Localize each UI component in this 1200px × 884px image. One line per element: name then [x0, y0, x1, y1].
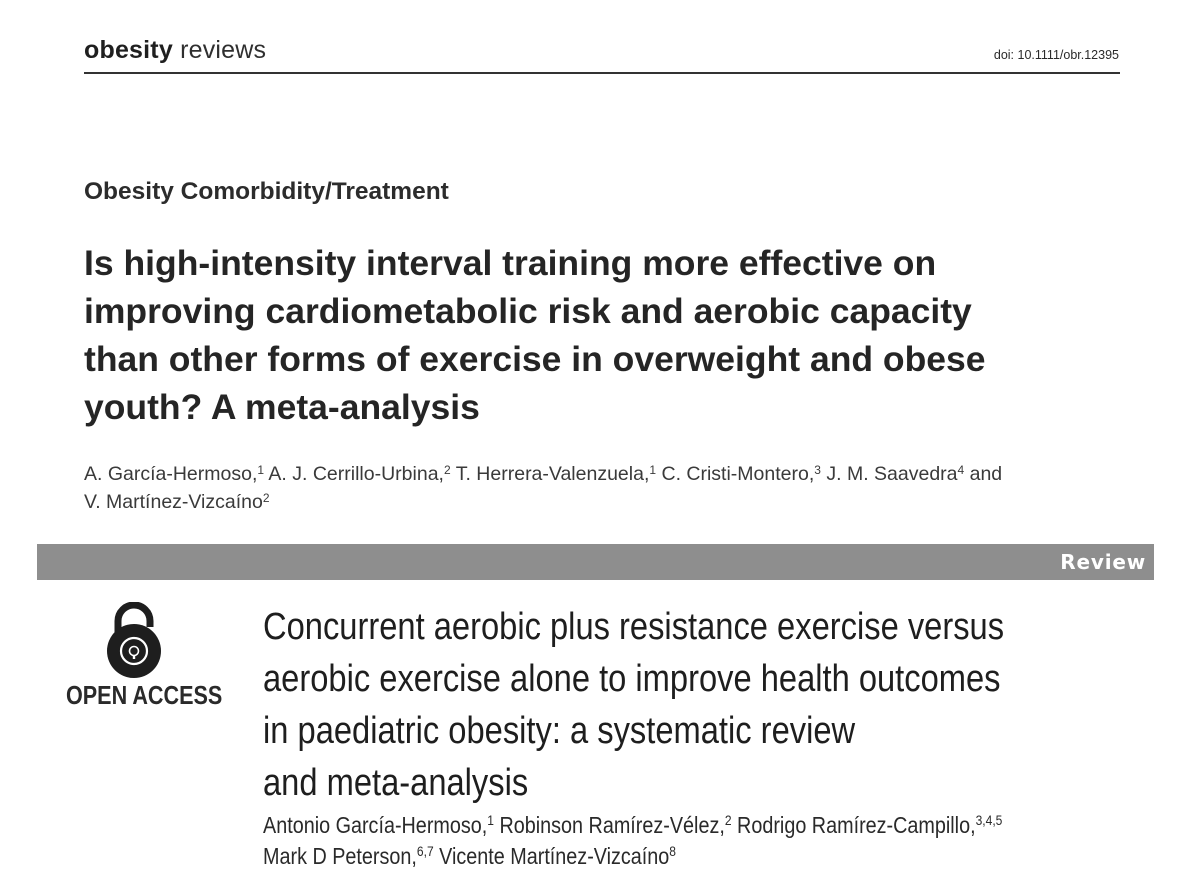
author-line [84, 488, 1164, 516]
article2-title-line: and meta-analysis [263, 762, 529, 804]
author-name: Vicente Martínez-Vizcaíno [433, 843, 670, 869]
affiliation-mark: 3 [814, 463, 821, 477]
journal-name-bold: obesity [84, 36, 173, 64]
affiliation-mark: 1 [649, 463, 657, 477]
article1-authors [84, 460, 1164, 516]
author-name: T. Herrera-Valenzuela, [450, 463, 650, 485]
open-lock-icon [101, 602, 167, 678]
affiliation-mark: 4 [957, 463, 965, 477]
author-line [263, 810, 1002, 841]
author-name: J. M. Saavedra [820, 463, 958, 485]
journal-name [84, 36, 266, 65]
author-name: A. García-Hermoso, [84, 463, 258, 485]
author-name: Rodrigo Ramírez-Campillo, [731, 812, 976, 838]
author-name: Antonio García-Hermoso, [263, 812, 488, 838]
article1-title-line: than other forms of exercise in overweight and obese [84, 339, 986, 379]
open-access-label: OPEN ACCESS [66, 680, 223, 710]
affiliation-mark: 2 [262, 491, 270, 505]
header-rule [84, 72, 1120, 74]
author-name: Mark D Peterson, [263, 843, 417, 869]
article1-title-line: Is high-intensity interval training more effective on [84, 243, 937, 283]
article1-title-line: improving cardiometabolic risk and aerobic capacity [84, 291, 972, 331]
affiliation-mark: 2 [443, 463, 451, 477]
review-band [37, 544, 1154, 580]
author-name: A. J. Cerrillo-Urbina, [264, 463, 444, 485]
article2-title [263, 601, 1004, 809]
journal-name-rest: reviews [180, 36, 267, 64]
affiliation-mark: 8 [669, 843, 677, 859]
author-name: Robinson Ramírez-Vélez, [493, 812, 725, 838]
article2-title-line: in paediatric obesity: a systematic review [263, 710, 856, 752]
doi[interactable]: doi: 10.1111/obr.12395 [993, 48, 1119, 62]
author-connector: and [964, 463, 1003, 485]
affiliation-mark: 2 [724, 812, 732, 828]
author-name: V. Martínez-Vizcaíno [84, 491, 263, 513]
review-label: Review [1060, 550, 1146, 574]
article2-authors [263, 810, 1002, 872]
section-heading: Obesity Comorbidity/Treatment [84, 178, 449, 205]
affiliation-mark: 1 [487, 812, 494, 828]
author-name: C. Cristi-Montero, [656, 463, 815, 485]
article2-title-line: Concurrent aerobic plus resistance exercise versus [263, 606, 1005, 648]
affiliation-mark: 3,4,5 [975, 812, 1003, 828]
affiliation-mark: 1 [257, 463, 265, 477]
article2-title-line: aerobic exercise alone to improve health outcomes [263, 658, 1001, 700]
affiliation-mark: 6,7 [416, 843, 434, 859]
author-line [263, 841, 1002, 872]
article1-title [84, 239, 1144, 431]
author-line [84, 460, 1164, 488]
article1-title-line: youth? A meta-analysis [84, 387, 480, 427]
